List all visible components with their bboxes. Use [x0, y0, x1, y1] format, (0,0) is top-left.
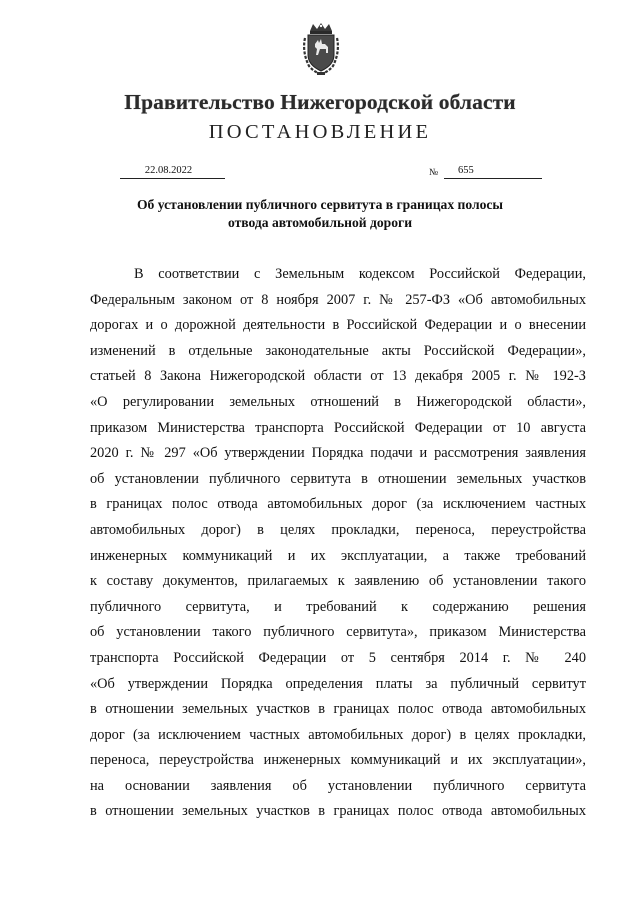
- body-paragraph: [90, 262, 586, 825]
- body-line: к составу документов, прилагаемых к заявлению об установлении такого: [90, 573, 586, 590]
- document-subject: [0, 196, 640, 232]
- body-line: переноса, переустройства инженерных коммуникаций и их эксплуатации»,: [90, 752, 586, 769]
- body-line: Федеральным законом от 8 ноября 2007 г. № 257-ФЗ «Об автомобильных: [90, 291, 586, 308]
- government-name: Правительство Нижегородской области: [124, 90, 516, 114]
- document-number: 655: [458, 165, 474, 176]
- body-line: транспорта Российской Федерации от 5 сентября 2014 г. № 240: [90, 649, 586, 666]
- body-line: «Об утверждении Порядка определения платы за публичный сервитут: [90, 675, 586, 692]
- body-line: об установлении такого публичного сервитута», приказом Министерства: [90, 624, 586, 641]
- coat-of-arms-icon: [301, 22, 341, 76]
- body-line: в границах полос отвода автомобильных дорог (за исключением частных: [90, 496, 586, 513]
- body-line: дорогах и о дорожной деятельности в Российской Федерации и о внесении: [90, 317, 586, 334]
- document-number-field: [444, 164, 542, 179]
- body-line: приказом Министерства транспорта Российской Федерации от 10 августа: [90, 419, 586, 436]
- body-line: 2020 г. № 297 «Об утверждении Порядка подачи и рассмотрения заявления: [90, 445, 586, 462]
- subject-line: отвода автомобильной дороги: [227, 215, 413, 230]
- body-line: «О регулировании земельных отношений в Нижегородской области»,: [90, 393, 586, 410]
- document-date: 22.08.2022: [144, 165, 193, 176]
- body-line: дорог (за исключением частных автомобильных дорог) в целях прокладки,: [90, 726, 586, 743]
- body-line: автомобильных дорог) в целях прокладки, переноса, переустройства: [90, 521, 586, 538]
- body-line: об установлении публичного сервитута в отношении земельных участков: [90, 470, 586, 487]
- body-line: статьей 8 Закона Нижегородской области от 13 декабря 2005 г. № 192-З: [90, 368, 586, 385]
- body-line: в отношении земельных участков в границах полос отвода автомобильных: [90, 701, 586, 718]
- document-date-field: [120, 164, 225, 179]
- body-line: публичного сервитута, и требований к содержанию решения: [90, 598, 586, 615]
- body-line: В соответствии с Земельным кодексом Российской Федерации,: [134, 266, 586, 282]
- body-line: инженерных коммуникаций и их эксплуатации, а также требований: [90, 547, 586, 564]
- number-sign: №: [429, 168, 439, 178]
- document-type: ПОСТАНОВЛЕНИЕ: [208, 121, 432, 143]
- subject-line: Об установлении публичного сервитута в границах полосы: [136, 197, 504, 212]
- body-line: на основании заявления об установлении публичного сервитута: [90, 777, 586, 794]
- body-line: в отношении земельных участков в границах полос отвода автомобильных: [90, 803, 586, 820]
- body-line: изменений в отдельные законодательные акты Российской Федерации»,: [90, 342, 586, 359]
